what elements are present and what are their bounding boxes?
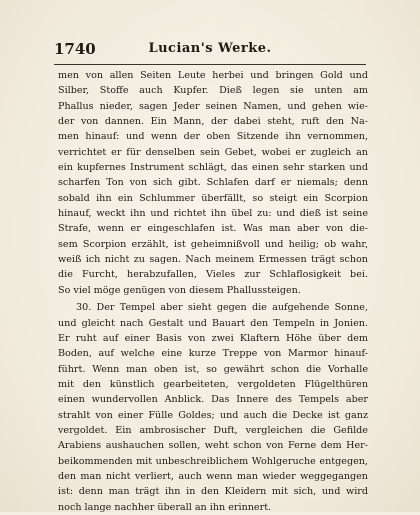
paragraph-1 <box>58 68 368 298</box>
text-line: die Furcht, herabzufallen, Vieles zur Schlaflosigkeit bei. <box>58 269 368 281</box>
text-line: führt. Wenn man oben ist, so gewährt schon die Vorhalle <box>58 363 368 375</box>
page-body <box>58 68 368 515</box>
text-line: men von allen Seiten Leute herbei und bringen Gold und <box>58 70 368 81</box>
text-line: strahlt von einer Fülle Goldes; und auch die Decke ist ganz <box>58 409 368 421</box>
text-line: beikommenden mit unbeschreiblichem Wohlgeruche entgegen, <box>58 455 368 467</box>
text-line: vergoldet. Ein ambrosischer Duft, vergleichen die Gefilde <box>58 424 368 436</box>
text-line: Boden, auf welche eine kurze Treppe von Marmor hinauf- <box>58 348 368 360</box>
text-line: 30. Der Tempel aber sieht gegen die aufgehende Sonne, <box>76 302 368 314</box>
text-line: ist: denn man trägt ihn in den Kleidern mit sich, und wird <box>58 486 368 498</box>
text-line: der von dannen. Ein Mann, der dabei steht, ruft den Na- <box>58 116 368 128</box>
text-line: ein kupfernes Instrument schlägt, das einen sehr starken und <box>58 162 368 174</box>
text-line: mit den künstlich gearbeiteten, vergoldeten Flügelthüren <box>58 378 368 390</box>
page-number: 1740 <box>54 40 96 58</box>
page-header <box>54 40 366 62</box>
text-line: Er ruht auf einer Basis von zwei Klaftern Höhe über dem <box>58 332 368 344</box>
text-line: noch lange nachher überall an ihn erinnert. <box>58 501 272 513</box>
running-title: Lucian's Werke. <box>148 41 272 56</box>
text-line: sobald ihn ein Schlummer überfällt, so steigt ein Scorpion <box>58 192 368 204</box>
text-line: Strafe, wenn er eingeschlafen ist. Was man aber von die- <box>58 223 368 235</box>
text-line: Silber, Stoffe auch Kupfer. Dieß legen sie unten am <box>58 85 368 97</box>
text-line: und gleicht nach Gestalt und Bauart den Tempeln in Jonien. <box>58 317 368 329</box>
text-line: weiß ich nicht zu sagen. Nach meinem Ermessen trägt schon <box>58 254 368 266</box>
text-line: sem Scorpion erzählt, ist geheimnißvoll und heilig; ob wahr, <box>58 238 368 250</box>
text-line: Phallus nieder, sagen Jeder seinen Namen, und gehen wie- <box>58 100 368 112</box>
text-line: men hinauf: und wenn der oben Sitzende ihn vernommen, <box>58 131 368 143</box>
header-rule <box>54 64 366 65</box>
text-line: einen wundervollen Anblick. Das Innere des Tempels aber <box>58 394 368 406</box>
text-line: Arabiens aushauchen sollen, weht schon von Ferne dem Her- <box>58 440 368 452</box>
text-line: hinauf, weckt ihn und richtet ihn übel zu: und dieß ist seine <box>58 208 368 220</box>
paragraph-2 <box>58 300 368 515</box>
text-line: scharfen Ton von sich gibt. Schlafen darf er niemals; denn <box>58 177 368 189</box>
text-line: So viel möge genügen von diesem Phallussteigen. <box>58 284 301 296</box>
text-line: den man nicht verliert, auch wenn man wieder weggegangen <box>58 470 368 482</box>
text-line: verrichtet er für denselben sein Gebet, wobei er zugleich an <box>58 146 368 158</box>
